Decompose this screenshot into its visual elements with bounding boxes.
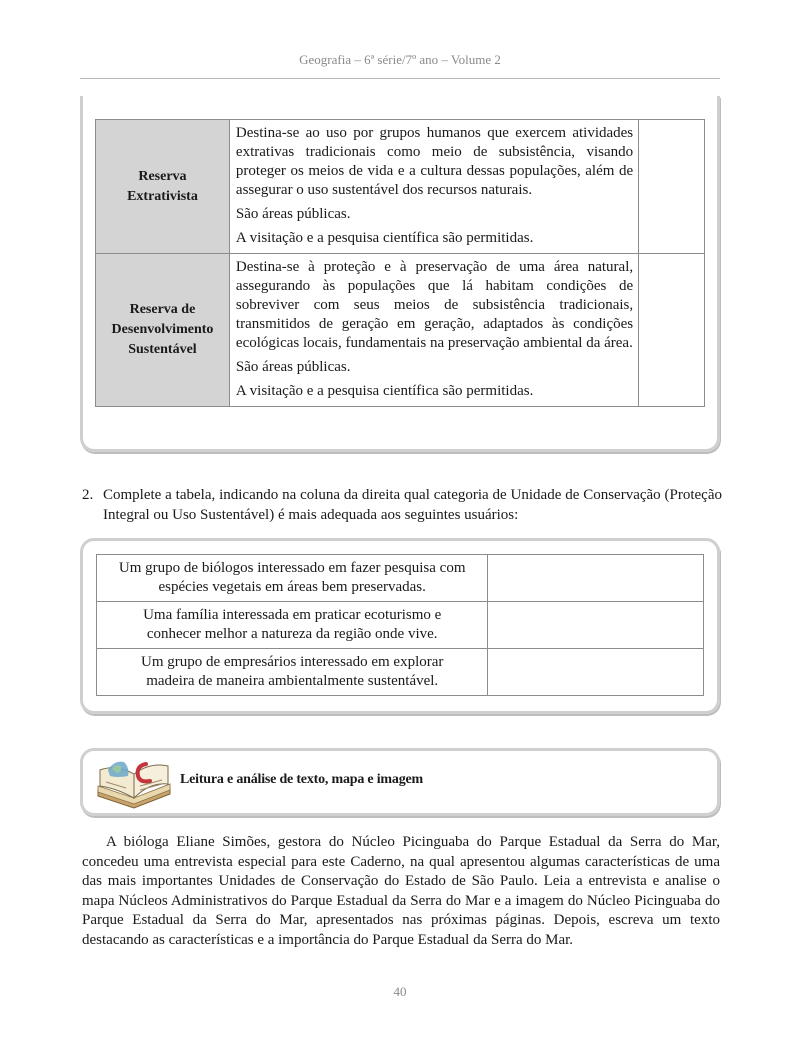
users-table xyxy=(96,554,704,696)
description-paragraph: Destina-se ao uso por grupos humanos que exercem atividades extrativas tradicionais como meio de subsistência, visando proteger os meios de vida e a cultura dessas populações, além de assegurar o uso sustentável dos recursos naturais. xyxy=(235,125,634,198)
page-number: 40 xyxy=(393,984,407,999)
answer-cell[interactable] xyxy=(639,120,705,254)
category-name: Reserva de xyxy=(129,302,196,317)
category-cell xyxy=(96,254,230,407)
user-text: Um grupo de biólogos interessado em fazer pesquisa com xyxy=(118,560,466,576)
description-paragraph: São áreas públicas. xyxy=(235,359,351,375)
header-rule xyxy=(80,78,720,79)
description-paragraph: A visitação e a pesquisa científica são permitidas. xyxy=(235,230,534,246)
answer-cell[interactable] xyxy=(488,555,704,602)
table-row xyxy=(97,649,704,696)
user-text: Um grupo de empresários interessado em explorar xyxy=(141,654,444,670)
description-paragraph: Destina-se à proteção e à preservação de uma área natural, assegurando às populações que lá habitam condições de sobreviver com seus meios de subsistência tradicionais, transmitidos de geração em geração, adaptados às condições ecológicas locais, fundamentais na preservação ambiental da área. xyxy=(235,259,634,351)
body-paragraph: A bióloga Eliane Simões, gestora do Núcleo Picinguaba do Parque Estadual da Serra do Mar, concedeu uma entrevista especial para este Caderno, na qual apresentou algumas características de uma das mais importantes Unidades de Conservação do Estado de São Paulo. Leia a entrevista e analise o mapa Núcleos Administrativos do Parque Estadual da Serra do Mar e a imagem do Núcleo Picinguaba do Parque Estadual da Serra do Mar, apresentados nas próximas páginas. Depois, escreva um texto destacando as características e a importância do Parque Estadual da Serra do Mar. xyxy=(82,834,720,948)
running-header: Geografia – 6ª série/7º ano – Volume 2 xyxy=(299,52,501,67)
conservation-categories-table xyxy=(95,119,705,407)
section-title: Leitura e análise de texto, mapa e imagem xyxy=(180,772,423,787)
table-row xyxy=(96,254,705,407)
category-name: Sustentável xyxy=(128,342,197,357)
category-name: Extrativista xyxy=(127,188,198,204)
answer-cell[interactable] xyxy=(488,602,704,649)
user-text: Uma família interessada em praticar ecoturismo e xyxy=(143,607,442,623)
table-row xyxy=(97,555,704,602)
user-cell xyxy=(97,649,488,696)
description-cell xyxy=(229,120,638,254)
user-text: madeira de maneira ambientalmente sustentável. xyxy=(146,673,439,689)
category-name: Reserva xyxy=(138,168,187,184)
category-cell xyxy=(96,120,230,254)
user-cell xyxy=(97,602,488,649)
user-text: espécies vegetais em áreas bem preservadas. xyxy=(158,579,426,595)
answer-cell[interactable] xyxy=(639,254,705,407)
table-row xyxy=(97,602,704,649)
user-cell xyxy=(97,555,488,602)
question-2 xyxy=(82,485,722,525)
answer-cell[interactable] xyxy=(488,649,704,696)
description-cell xyxy=(229,254,638,407)
question-text: Complete a tabela, indicando na coluna da direita qual categoria de Unidade de Conservação (Proteção Integral ou Uso Sustentável) é mais adequada aos seguintes usuários: xyxy=(103,487,722,523)
book-icon xyxy=(94,750,174,810)
category-name: Desenvolvimento xyxy=(111,322,214,337)
question-number: 2. xyxy=(82,487,94,503)
description-paragraph: A visitação e a pesquisa científica são permitidas. xyxy=(235,383,534,399)
user-text: conhecer melhor a natureza da região onde vive. xyxy=(146,626,438,642)
description-paragraph: São áreas públicas. xyxy=(235,206,351,222)
table-row xyxy=(96,120,705,254)
